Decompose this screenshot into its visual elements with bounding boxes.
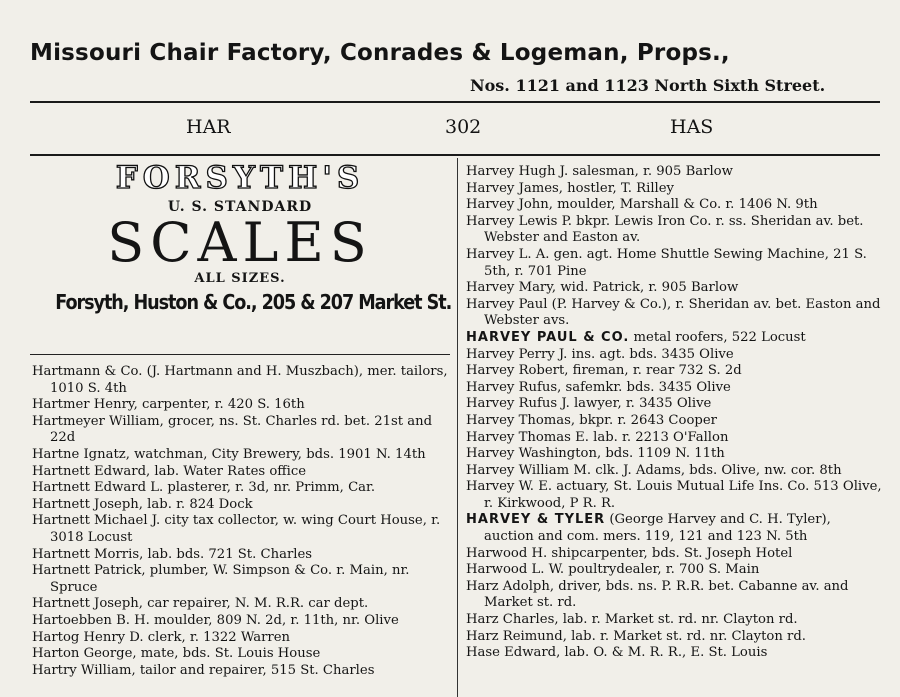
column-divider [457,158,458,697]
entry-text: (George Harvey and C. H. Tyler), auction and com. mers. 119, 121 and 123 N. 5th [484,512,831,545]
directory-entry: Hartnett Joseph, car repairer, N. M. R.R. car dept. [32,596,369,612]
ad-bottom-rule [30,354,450,355]
entry-text: Harvey Mary, wid. Patrick, r. 905 Barlow [466,280,739,296]
directory-entry: Harton George, mate, bds. St. Louis House [32,646,321,662]
directory-entry: Hartmeyer William, grocer, ns. St. Charles rd. bet. 21st and 22d [32,413,433,446]
firm-name: HARVEY PAUL & CO. [466,329,630,345]
top-rule [30,101,880,103]
right-directory-column [466,164,884,662]
directory-entry [466,297,884,330]
entry-text: metal roofers, 522 Locust [629,329,806,345]
directory-entry: Hartmann & Co. (J. Hartmann and H. Muszbach), mer. tailors, 1010 S. 4th [32,364,448,396]
forsyth-scales-advertisement [30,158,450,314]
entry-text: Harvey John, moulder, Marshall & Co. r. 1406 N. 9th [466,197,818,213]
directory-entry [466,280,884,297]
entry-text: Harvey W. E. actuary, St. Louis Mutual Life Ins. Co. 513 Olive, r. Kirkwood, P R. R. [466,479,882,511]
directory-entry [466,347,884,364]
entry-text: Harvey James, hostler, T. Rilley [466,180,675,196]
entry-text: Hase Edward, lab. O. & M. R. R., E. St. Louis [466,645,768,661]
directory-entry [466,446,884,463]
directory-entry: Hartmer Henry, carpenter, r. 420 S. 16th [32,397,305,413]
entry-text: Harvey Washington, bds. 1109 N. 11th [466,446,725,462]
directory-entry [466,181,884,198]
directory-entry [466,197,884,214]
entry-text: Harvey William M. clk. J. Adams, bds. Olive, nw. cor. 8th [466,462,842,478]
page-number: 302 [445,116,482,138]
directory-entry [466,164,884,181]
directory-entry [466,430,884,447]
directory-entry [466,629,884,646]
directory-entry [466,479,884,512]
entry-text: Harvey Hugh J. salesman, r. 905 Barlow [466,164,733,179]
directory-entry [466,645,884,662]
directory-entry: Hartne Ignatz, watchman, City Brewery, bds. 1901 N. 14th [32,446,426,462]
directory-entry [466,546,884,563]
header-rule [30,154,880,156]
directory-entry: Hartnett Joseph, lab. r. 824 Dock [32,496,253,512]
entry-text: Harvey Thomas E. lab. r. 2213 O'Fallon [466,429,729,445]
directory-entry: Hartog Henry D. clerk, r. 1322 Warren [32,629,291,645]
header-right-guide-word: HAS [670,116,714,138]
directory-entry [466,214,884,247]
directory-entry: Hartnett Patrick, plumber, W. Simpson & Co. r. Main, nr. Spruce [32,563,410,595]
directory-entry [466,380,884,397]
directory-entry: Hartnett Edward L. plasterer, r. 3d, nr. Primm, Car. [32,480,376,496]
entry-text: Harz Charles, lab. r. Market st. rd. nr. Clayton rd. [466,612,798,628]
directory-entry [466,579,884,612]
entry-text: Harvey Rufus, safemkr. bds. 3435 Olive [466,379,731,395]
directory-entry: Hartnett Edward, lab. Water Rates office [32,463,307,479]
directory-entry [466,330,884,347]
directory-entry: Hartnett Morris, lab. bds. 721 St. Charles [32,546,313,562]
ad-title: FORSYTH'S [115,160,365,196]
ad-company: Forsyth, Huston & Co., 205 & 207 Market St. [55,290,452,314]
entry-text: Harz Reimund, lab. r. Market st. rd. nr. Clayton rd. [466,628,806,644]
entry-text: Harvey Perry J. ins. agt. bds. 3435 Olive [466,346,734,362]
left-directory-column [32,364,450,679]
ad-line-1: U. S. STANDARD [167,199,313,215]
entry-text: Harvey Robert, fireman, r. rear 732 S. 2d [466,363,742,379]
ad-headline: SCALES [107,211,373,274]
firm-name: HARVEY & TYLER [466,512,606,528]
entry-text: Harz Adolph, driver, bds. ns. P. R.R. bet. Cabanne av. and Market st. rd. [466,578,849,611]
banner-title: Missouri Chair Factory, Conrades & Logeman, Props., [30,40,730,66]
entry-text: Harvey Paul (P. Harvey & Co.), r. Sheridan av. bet. Easton and Webster avs. [466,296,881,329]
directory-entry [466,562,884,579]
header-left-guide-word: HAR [186,116,231,138]
directory-entry [466,247,884,280]
entry-text: Harvey Lewis P. bkpr. Lewis Iron Co. r. ss. Sheridan av. bet. Webster and Easton av. [466,213,864,246]
directory-entry [466,363,884,380]
directory-entry [466,612,884,629]
directory-entry [466,396,884,413]
directory-entry [466,463,884,480]
entry-text: Harvey L. A. gen. agt. Home Shuttle Sewing Machine, 21 S. 5th, r. 701 Pine [466,246,867,279]
entry-text: Harwood H. shipcarpenter, bds. St. Joseph Hotel [466,545,793,561]
directory-entry: Hartry William, tailor and repairer, 515 St. Charles [32,662,375,678]
banner-address: Nos. 1121 and 1123 North Sixth Street. [470,76,826,95]
directory-entry [466,413,884,430]
entry-text: Harwood L. W. poultrydealer, r. 700 S. Main [466,562,760,578]
entry-text: Harvey Rufus J. lawyer, r. 3435 Olive [466,396,712,412]
entry-text: Harvey Thomas, bkpr. r. 2643 Cooper [466,412,717,428]
directory-entry [466,512,884,545]
ad-line-2: ALL SIZES. [194,271,286,286]
directory-entry: Hartoebben B. H. moulder, 809 N. 2d, r. 11th, nr. Olive [32,612,399,628]
directory-entry: Hartnett Michael J. city tax collector, w. wing Court House, r. 3018 Locust [32,513,441,545]
